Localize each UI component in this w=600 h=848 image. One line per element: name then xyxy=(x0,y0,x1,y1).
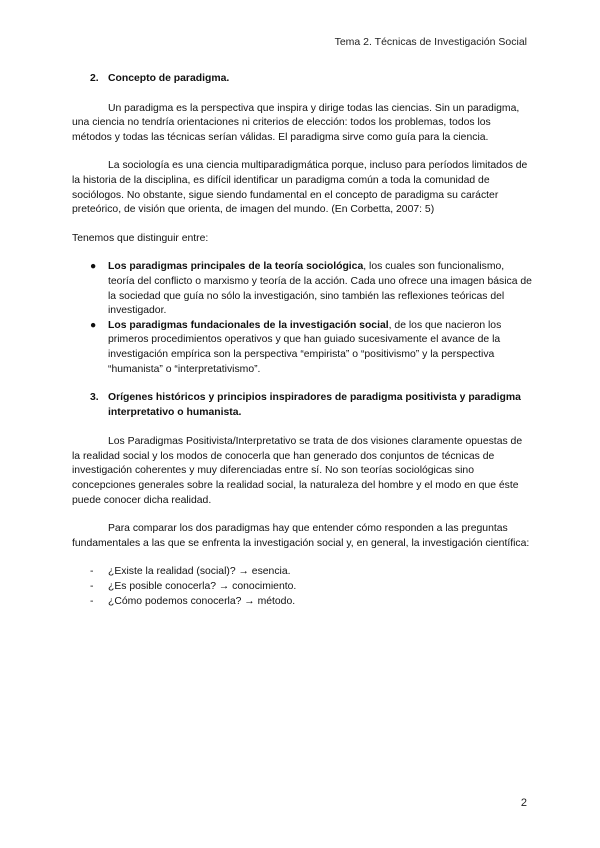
dash-marker: - xyxy=(90,581,94,593)
list-item xyxy=(72,580,532,595)
dash-marker: - xyxy=(90,595,94,607)
bullet-item xyxy=(72,260,532,318)
paragraph: La sociología es una ciencia multiparadigmática porque, incluso para períodos limitados de la historia de la disciplina, es difícil identificar un paradigma común a toda la comunidad de sociólogos. No obstante, sigue siendo fundamental en el concepto de paradigma su carácter preteórico, de visión que orienta, de imagen del mundo. (En Corbetta, 2007: 5) xyxy=(72,160,528,216)
section-3-heading xyxy=(90,391,532,420)
list-item-text: ¿Existe la realidad (social)? → esencia. xyxy=(108,566,291,578)
paradigm-bullet-list xyxy=(72,260,532,377)
list-item xyxy=(72,595,532,610)
section-3-title: Orígenes históricos y principios inspiradores de paradigma positivista y paradigma interpretativo o humanista. xyxy=(108,392,521,418)
list-item-text: ¿Cómo podemos conocerla? → método. xyxy=(108,595,296,607)
dash-marker: - xyxy=(90,566,94,578)
bullet-bold-term: Los paradigmas principales de la teoría sociológica xyxy=(108,261,364,273)
running-header: Tema 2. Técnicas de Investigación Social xyxy=(334,36,527,48)
bullet-text: , de los que nacieron los primeros procedimientos operativos y que han guiado sucesivamente el avance de la investigación empírica son la perspectiva “empirista” o “positivismo” y la perspectiva “humanista” o “interpretativismo”. xyxy=(108,319,502,375)
bullet-text: , los cuales son funcionalismo, teoría del conflicto o marxismo y teoría de la acción. Cada uno ofrece una imagen básica de la sociedad que guía no sólo la investigación, sino también las reflexiones teóricas del investigador. xyxy=(108,261,532,317)
page-content xyxy=(72,72,532,609)
question-list xyxy=(72,565,532,609)
list-item-text: ¿Es posible conocerla? → conocimiento. xyxy=(108,581,297,593)
bullet-marker: ● xyxy=(90,319,97,331)
section-3-number: 3. xyxy=(90,392,99,404)
list-item xyxy=(72,565,532,580)
page-number: 2 xyxy=(520,797,527,809)
paragraph: Un paradigma es la perspectiva que inspira y dirige todas las ciencias. Sin un paradigma, una ciencia no tendría orientaciones ni criterios de elección: todos los problemas, todos los métodos y todas las técnicas serían válidas. El paradigma sirve como guía para la ciencia. xyxy=(72,102,520,143)
paragraph: Para comparar los dos paradigmas hay que entender cómo responden a las preguntas fundamentales a las que se enfrenta la investigación social y, en general, la investigación científica: xyxy=(72,523,530,549)
section-2-number: 2. xyxy=(90,73,99,84)
bullet-item xyxy=(72,319,532,377)
paragraph: Los Paradigmas Positivista/Interpretativo se trata de dos visiones claramente opuestas de la realidad social y los modos de conocerla que han generado dos conjuntos de técnicas de investigación coherentes y muy diferenciadas entre sí. No son teorías sociológicas sino concepciones generales sobre la realidad social, la naturaleza del hombre y el modo en que éste puede conocer dicha realidad. xyxy=(72,436,523,506)
section-2-title: Concepto de paradigma. xyxy=(108,73,230,84)
bullet-marker: ● xyxy=(90,261,97,273)
bullet-bold-term: Los paradigmas fundacionales de la investigación social xyxy=(108,319,389,331)
paragraph: Tenemos que distinguir entre: xyxy=(72,232,209,244)
section-2-heading xyxy=(90,72,532,87)
